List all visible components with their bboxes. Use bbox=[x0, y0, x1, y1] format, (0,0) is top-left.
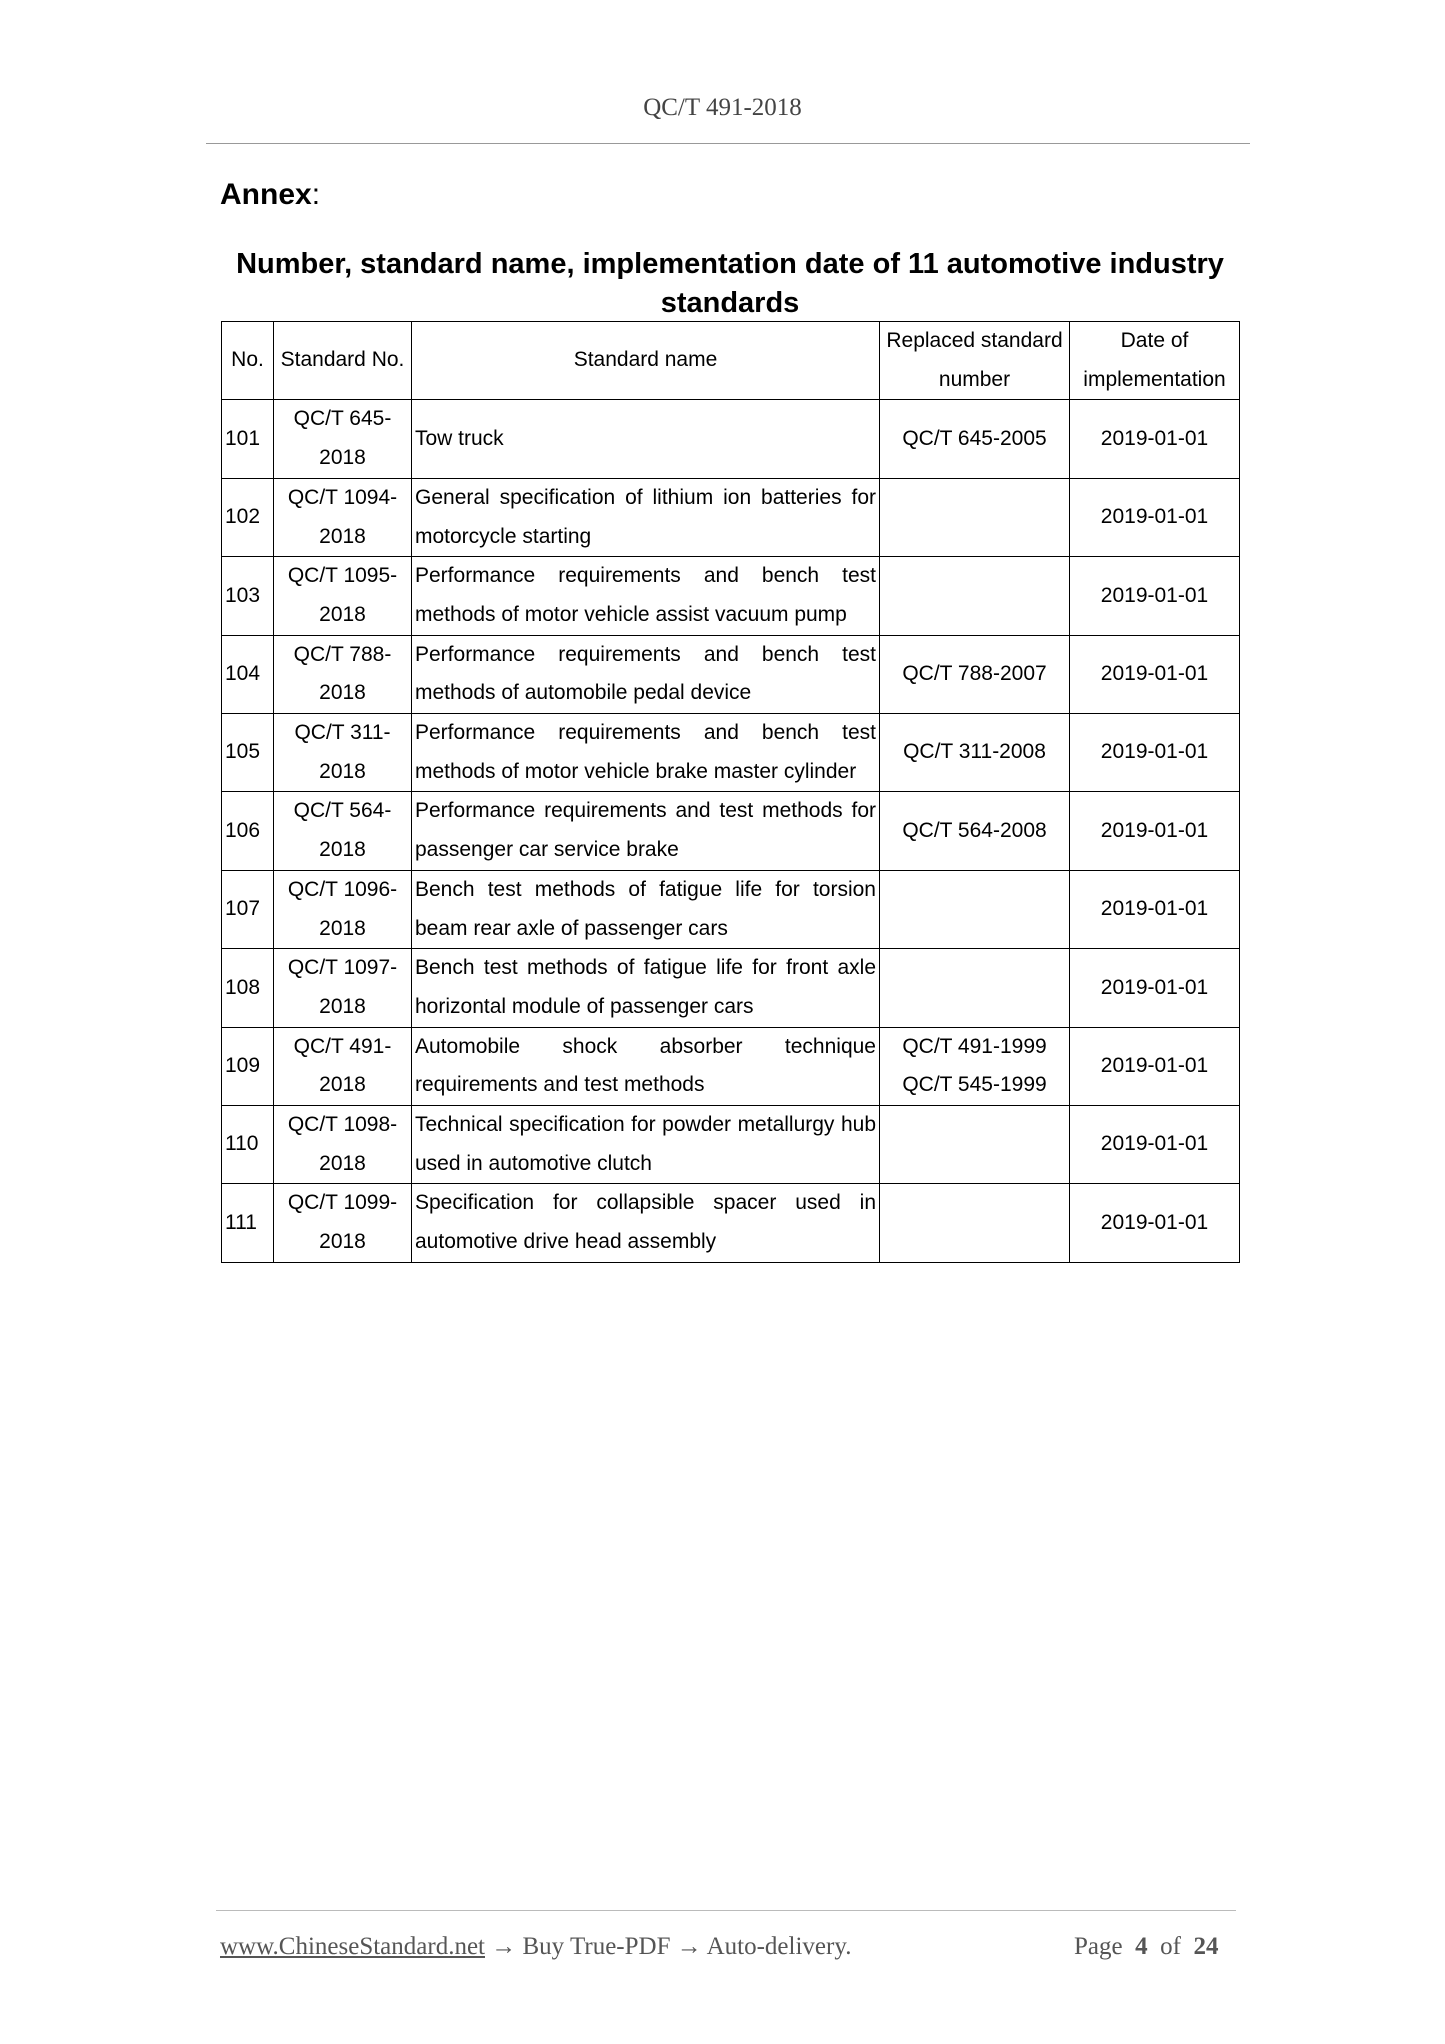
table-row bbox=[222, 635, 1240, 713]
cell-standard-name: Bench test methods of fatigue life for torsion beam rear axle of passenger cars bbox=[412, 870, 880, 948]
table-row bbox=[222, 792, 1240, 870]
cell-replaced bbox=[880, 1184, 1070, 1262]
table-row bbox=[222, 400, 1240, 478]
arrow-right-icon: → bbox=[491, 1933, 517, 1960]
cell-no: 110 bbox=[222, 1106, 274, 1184]
cell-no: 104 bbox=[222, 635, 274, 713]
cell-replaced bbox=[880, 1106, 1070, 1184]
cell-replaced: QC/T 311-2008 bbox=[880, 714, 1070, 792]
cell-standard-no: QC/T 645-2018 bbox=[274, 400, 412, 478]
cell-date: 2019-01-01 bbox=[1070, 870, 1240, 948]
cell-standard-name: Performance requirements and bench test methods of motor vehicle assist vacuum pump bbox=[412, 557, 880, 635]
cell-standard-no: QC/T 491-2018 bbox=[274, 1027, 412, 1105]
table-title: Number, standard name, implementation date of 11 automotive industry standards bbox=[236, 248, 1224, 319]
cell-standard-no: QC/T 311-2018 bbox=[274, 714, 412, 792]
table-header-row bbox=[222, 322, 1240, 400]
cell-no: 107 bbox=[222, 870, 274, 948]
header-standard-no: Standard No. bbox=[274, 322, 412, 400]
cell-standard-no: QC/T 1096-2018 bbox=[274, 870, 412, 948]
cell-standard-name: Performance requirements and bench test methods of motor vehicle brake master cylinder bbox=[412, 714, 880, 792]
cell-replaced bbox=[880, 870, 1070, 948]
cell-date: 2019-01-01 bbox=[1070, 714, 1240, 792]
auto-delivery-text: Auto-delivery. bbox=[706, 1933, 852, 1960]
header-no: No. bbox=[222, 322, 274, 400]
page-indicator bbox=[1074, 1933, 1218, 1961]
cell-standard-name: Performance requirements and test methods for passenger car service brake bbox=[412, 792, 880, 870]
cell-date: 2019-01-01 bbox=[1070, 1184, 1240, 1262]
header-divider bbox=[206, 143, 1250, 144]
annex-colon: : bbox=[311, 178, 321, 211]
cell-date: 2019-01-01 bbox=[1070, 635, 1240, 713]
cell-date: 2019-01-01 bbox=[1070, 949, 1240, 1027]
table-row bbox=[222, 870, 1240, 948]
cell-standard-no: QC/T 788-2018 bbox=[274, 635, 412, 713]
cell-standard-no: QC/T 1097-2018 bbox=[274, 949, 412, 1027]
cell-date: 2019-01-01 bbox=[1070, 1106, 1240, 1184]
cell-standard-no: QC/T 1095-2018 bbox=[274, 557, 412, 635]
footer-links bbox=[220, 1933, 851, 1961]
cell-replaced: QC/T 491-1999 QC/T 545-1999 bbox=[880, 1027, 1070, 1105]
cell-no: 106 bbox=[222, 792, 274, 870]
cell-standard-name: Performance requirements and bench test methods of automobile pedal device bbox=[412, 635, 880, 713]
cell-no: 109 bbox=[222, 1027, 274, 1105]
header-replaced-standard: Replaced standard number bbox=[880, 322, 1070, 400]
buy-pdf-link[interactable]: Buy True-PDF bbox=[522, 1933, 671, 1960]
table-row bbox=[222, 1027, 1240, 1105]
cell-standard-name: General specification of lithium ion batteries for motorcycle starting bbox=[412, 478, 880, 556]
standards-table bbox=[221, 321, 1240, 1263]
cell-no: 111 bbox=[222, 1184, 274, 1262]
cell-standard-name: Technical specification for powder metallurgy hub used in automotive clutch bbox=[412, 1106, 880, 1184]
cell-date: 2019-01-01 bbox=[1070, 792, 1240, 870]
page-total: 24 bbox=[1193, 1933, 1219, 1960]
cell-standard-no: QC/T 1098-2018 bbox=[274, 1106, 412, 1184]
cell-replaced: QC/T 564-2008 bbox=[880, 792, 1070, 870]
table-row bbox=[222, 478, 1240, 556]
of-word: of bbox=[1160, 1933, 1181, 1960]
cell-replaced: QC/T 645-2005 bbox=[880, 400, 1070, 478]
cell-no: 102 bbox=[222, 478, 274, 556]
cell-standard-name: Specification for collapsible spacer used in automotive drive head assembly bbox=[412, 1184, 880, 1262]
footer-divider bbox=[216, 1910, 1236, 1911]
running-header: QC/T 491-2018 bbox=[643, 94, 802, 121]
cell-standard-name: Automobile shock absorber technique requirements and test methods bbox=[412, 1027, 880, 1105]
annex-heading bbox=[220, 178, 320, 212]
cell-date: 2019-01-01 bbox=[1070, 400, 1240, 478]
cell-date: 2019-01-01 bbox=[1070, 478, 1240, 556]
cell-standard-no: QC/T 564-2018 bbox=[274, 792, 412, 870]
cell-replaced bbox=[880, 557, 1070, 635]
table-row bbox=[222, 1106, 1240, 1184]
header-implementation-date: Date of implementation bbox=[1070, 322, 1240, 400]
cell-no: 105 bbox=[222, 714, 274, 792]
cell-no: 108 bbox=[222, 949, 274, 1027]
site-link[interactable]: www.ChineseStandard.net bbox=[220, 1933, 485, 1960]
cell-standard-name: Tow truck bbox=[412, 400, 880, 478]
cell-standard-no: QC/T 1099-2018 bbox=[274, 1184, 412, 1262]
page-word: Page bbox=[1074, 1933, 1123, 1960]
header-standard-name: Standard name bbox=[412, 322, 880, 400]
cell-replaced: QC/T 788-2007 bbox=[880, 635, 1070, 713]
cell-date: 2019-01-01 bbox=[1070, 557, 1240, 635]
table-row bbox=[222, 557, 1240, 635]
cell-standard-name: Bench test methods of fatigue life for front axle horizontal module of passenger cars bbox=[412, 949, 880, 1027]
table-row bbox=[222, 1184, 1240, 1262]
cell-replaced bbox=[880, 949, 1070, 1027]
cell-standard-no: QC/T 1094-2018 bbox=[274, 478, 412, 556]
cell-no: 101 bbox=[222, 400, 274, 478]
table-row bbox=[222, 949, 1240, 1027]
page-current: 4 bbox=[1135, 1933, 1148, 1960]
table-row bbox=[222, 714, 1240, 792]
cell-date: 2019-01-01 bbox=[1070, 1027, 1240, 1105]
annex-label: Annex bbox=[220, 178, 312, 211]
cell-no: 103 bbox=[222, 557, 274, 635]
arrow-right-icon: → bbox=[676, 1933, 702, 1960]
cell-replaced bbox=[880, 478, 1070, 556]
